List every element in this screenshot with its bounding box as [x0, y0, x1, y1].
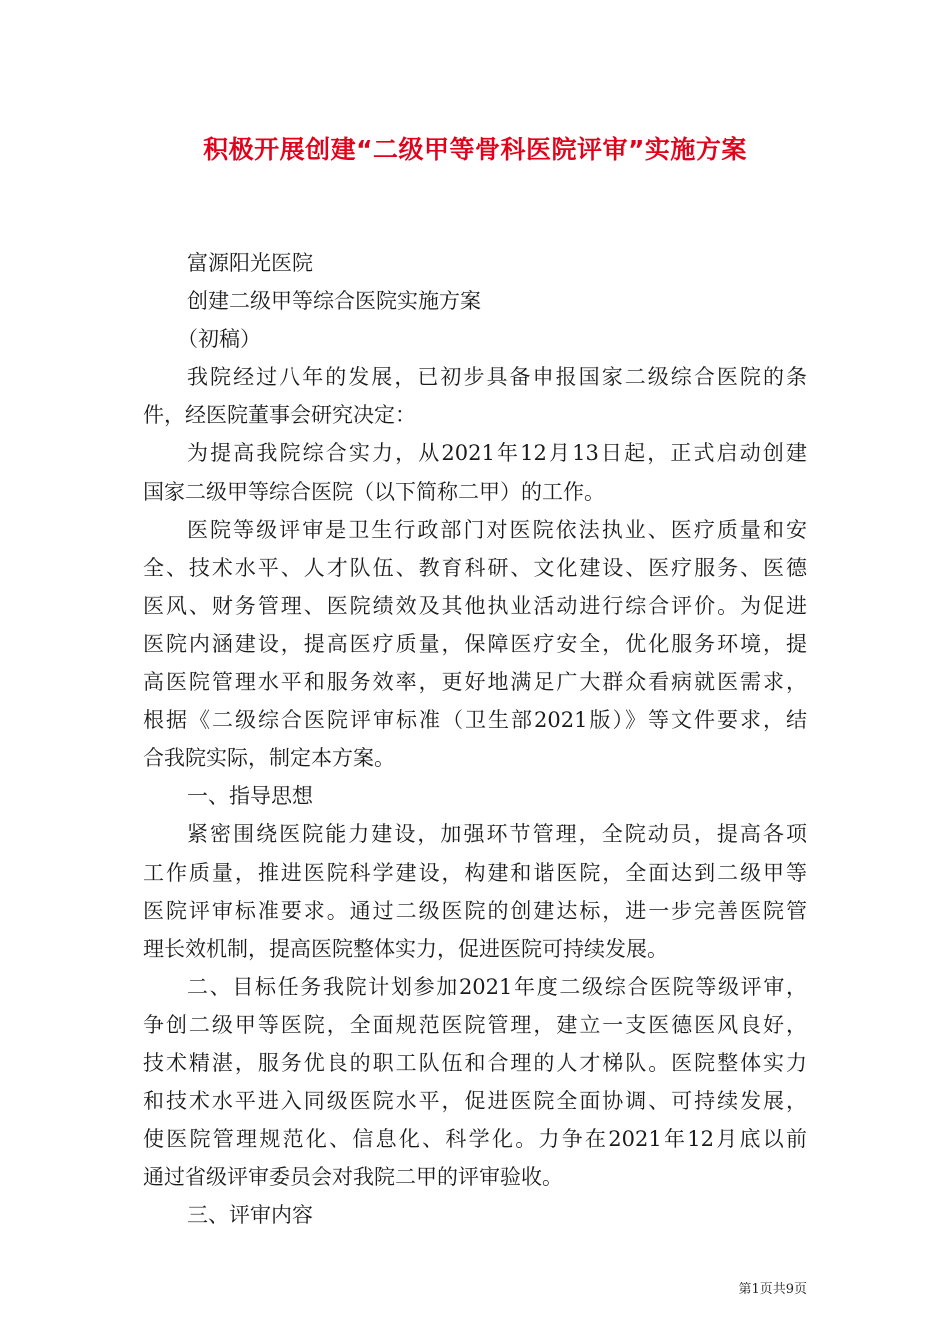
paragraph-line: 根据《二级综合医院评审标准（卫生部2021版）》等文件要求，结	[143, 708, 807, 733]
paragraph-line: 工作质量，推进医院科学建设，构建和谐医院，全面达到二级甲等	[143, 860, 807, 885]
paragraph	[143, 815, 807, 967]
draft-note: （初稿）	[177, 327, 261, 352]
paragraph	[143, 434, 807, 510]
paragraph-line: 使医院管理规范化、信息化、科学化。力争在2021年12月底以前	[143, 1127, 807, 1152]
paragraph-line: 国家二级甲等综合医院（以下简称二甲）的工作。	[143, 479, 605, 504]
paragraph-line: 高医院管理水平和服务效率，更好地满足广大群众看病就医需求，	[143, 670, 807, 695]
paragraph	[143, 511, 807, 778]
paragraph	[143, 777, 807, 815]
paragraph-line: 我院经过八年的发展，已初步具备申报国家二级综合医院的条	[187, 365, 807, 390]
paragraph-line: 技术精湛，服务优良的职工队伍和合理的人才梯队。医院整体实力	[143, 1050, 807, 1075]
paragraph-line: 医院等级评审是卫生行政部门对医院依法执业、医疗质量和安	[187, 517, 807, 542]
paragraph-line: 理长效机制，提高医院整体实力，促进医院可持续发展。	[143, 936, 668, 961]
page-number: 第1页共9页	[738, 1282, 807, 1297]
paragraph-line: 和技术水平进入同级医院水平，促进医院全面协调、可持续发展，	[143, 1089, 807, 1114]
paragraph-line: 二、目标任务我院计划参加2021年度二级综合医院等级评审，	[187, 974, 807, 999]
paragraph-line: 合我院实际，制定本方案。	[143, 746, 395, 771]
document-body	[143, 244, 807, 1234]
paragraph	[143, 358, 807, 434]
paragraph-line: 争创二级甲等医院，全面规范医院管理，建立一支医德医风良好，	[143, 1012, 807, 1037]
paragraph-line: 医风、财务管理、医院绩效及其他执业活动进行综合评价。为促进	[143, 593, 807, 618]
paragraph-line: 为提高我院综合实力，从2021年12月13日起，正式启动创建	[187, 441, 807, 466]
paragraph-line: 一、指导思想	[187, 784, 313, 809]
paragraph-line: 医院评审标准要求。通过二级医院的创建达标，进一步完善医院管	[143, 898, 807, 923]
paragraph-line: 件，经医院董事会研究决定：	[143, 403, 416, 428]
paragraph	[143, 968, 807, 1197]
hospital-name: 富源阳光医院	[187, 251, 313, 275]
paragraph	[143, 1196, 807, 1234]
paragraph-line: 紧密围绕医院能力建设，加强环节管理，全院动员，提高各项	[187, 822, 807, 847]
paragraph-line: 全、技术水平、人才队伍、教育科研、文化建设、医疗服务、医德	[143, 555, 807, 580]
paragraph-line: 三、评审内容	[187, 1203, 313, 1228]
plan-subtitle: 创建二级甲等综合医院实施方案	[187, 289, 481, 314]
document-title: 积极开展创建“二级甲等骨科医院评审”实施方案	[203, 135, 747, 164]
paragraph-line: 医院内涵建设，提高医疗质量，保障医疗安全，优化服务环境，提	[143, 631, 807, 656]
paragraph-line: 通过省级评审委员会对我院二甲的评审验收。	[143, 1165, 563, 1190]
paragraph-list	[143, 358, 807, 1234]
